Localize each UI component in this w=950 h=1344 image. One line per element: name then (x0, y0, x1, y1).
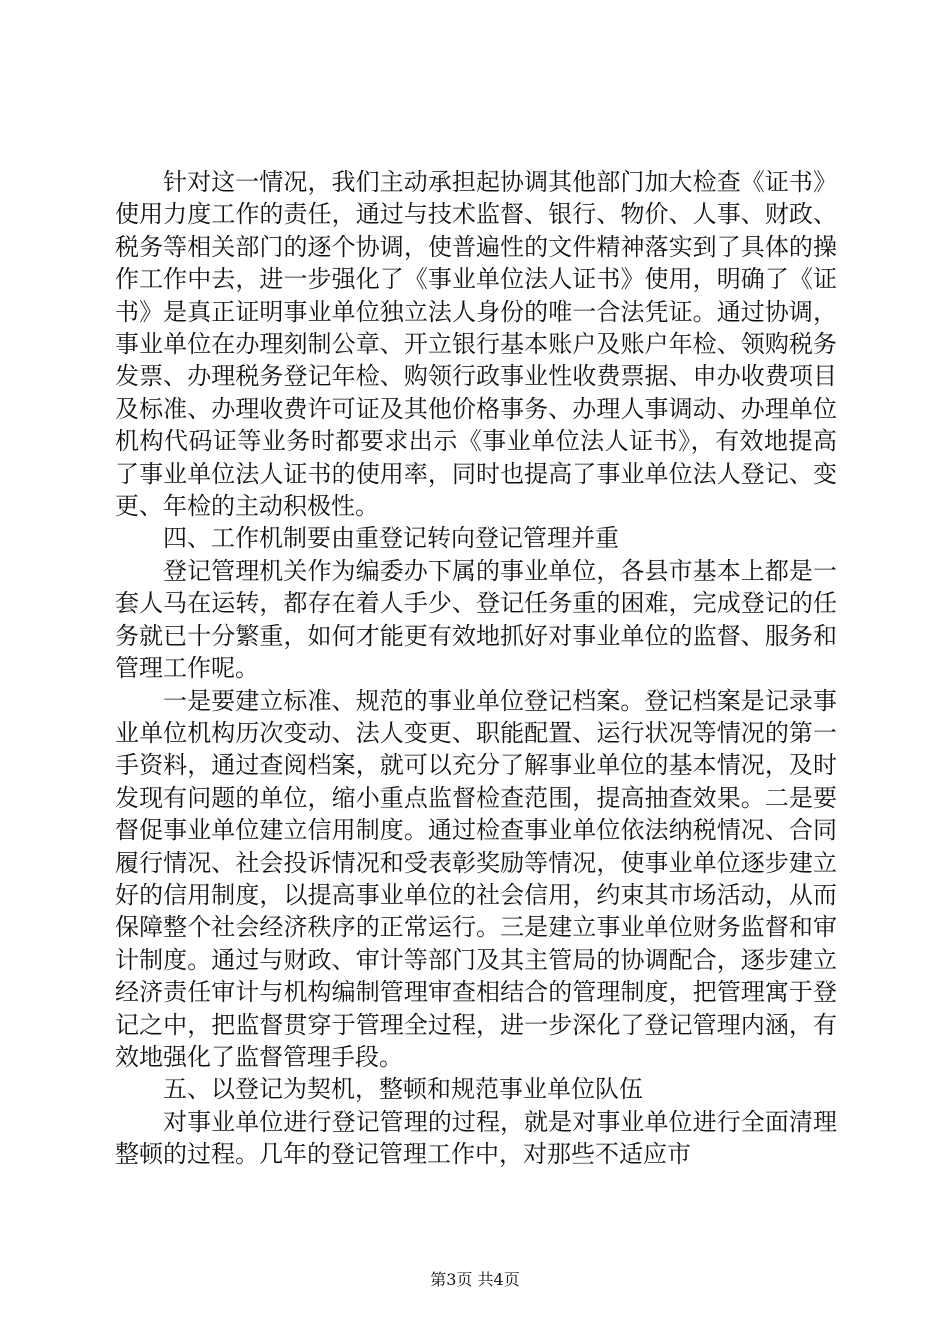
paragraph-measures: 一是要建立标准、规范的事业单位登记档案。登记档案是记录事业单位机构历次变动、法人变更、职能配置、运行状况等情况的第一手资料，通过查阅档案，就可以充分了解事业单位的基本情况，及时发现有问题的单位，缩小重点监督检查范围，提高抽查效果。二是要督促事业单位建立信用制度。通过检查事业单位依法纳税情况、合同履行情况、社会投诉情况和受表彰奖励等情况，使事业单位逐步建立好的信用制度，以提高事业单位的社会信用，约束其市场活动，从而保障整个社会经济秩序的正常运行。三是建立事业单位财务监督和审计制度。通过与财政、审计等部门及其主管局的协调配合，逐步建立经济责任审计与机构编制管理审查相结合的管理制度，把管理寓于登记之中，把监督贯穿于管理全过程，进一步深化了登记管理内涵，有效地强化了监督管理手段。 (115, 686, 837, 1071)
paragraph-coordination: 针对这一情况，我们主动承担起协调其他部门加大检查《证书》使用力度工作的责任，通过与技术监督、银行、物价、人事、财政、税务等相关部门的逐个协调，使普遍性的文件精神落实到了具体的操作工作中去，进一步强化了《事业单位法人证书》使用，明确了《证书》是真正证明事业单位独立法人身份的唯一合法凭证。通过协调，事业单位在办理刻制公章、开立银行基本账户及账户年检、领购税务发票、办理税务登记年检、购领行政事业性收费票据、申办收费项目及标准、办理收费许可证及其他价格事务、办理人事调动、办理单位机构代码证等业务时都要求出示《事业单位法人证书》，有效地提高了事业单位法人证书的使用率，同时也提高了事业单位法人登记、变更、年检的主动积极性。 (115, 168, 837, 521)
paragraph-registration-authority: 登记管理机关作为编委办下属的事业单位，各县市基本上都是一套人马在运转，都存在着人手少、登记任务重的困难，完成登记的任务就已十分繁重，如何才能更有效地抓好对事业单位的监督、服务和管理工作呢。 (115, 556, 837, 683)
section-heading-5: 五、以登记为契机，整顿和规范事业单位队伍 (163, 1075, 643, 1104)
page-number: 第3页 共4页 (430, 1270, 520, 1289)
section-heading-4: 四、工作机制要由重登记转向登记管理并重 (163, 524, 619, 553)
document-body (115, 166, 837, 1171)
paragraph-rectification: 对事业单位进行登记管理的过程，就是对事业单位进行全面清理整顿的过程。几年的登记管理工作中，对那些不适应市 (115, 1107, 837, 1169)
